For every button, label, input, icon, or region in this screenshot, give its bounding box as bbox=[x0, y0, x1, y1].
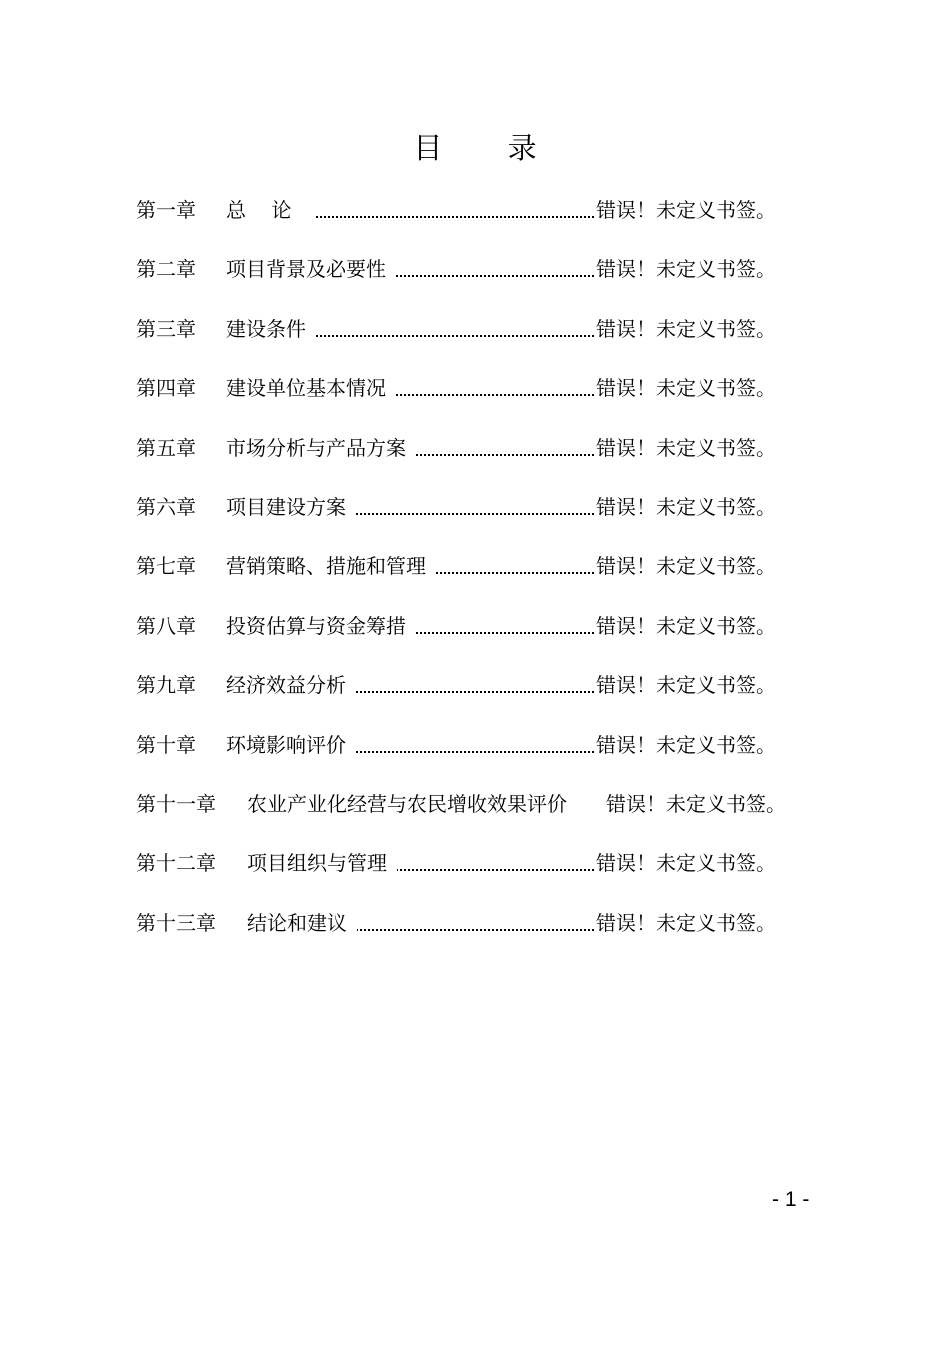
dot-leader bbox=[316, 216, 594, 218]
chapter-number: 第十三章 bbox=[136, 910, 216, 935]
toc-entry[interactable] bbox=[136, 311, 816, 370]
toc-entry[interactable] bbox=[136, 548, 816, 607]
toc-entry[interactable] bbox=[136, 370, 816, 429]
chapter-number: 第九章 bbox=[136, 673, 196, 698]
toc-entry[interactable] bbox=[136, 786, 816, 845]
chapter-title: 农业产业化经营与农民增收效果评价 bbox=[247, 786, 577, 822]
toc-entry[interactable] bbox=[136, 430, 816, 489]
chapter-number: 第六章 bbox=[136, 494, 196, 519]
dot-leader bbox=[316, 929, 594, 931]
chapter-title: 建设单位基本情况 bbox=[226, 370, 396, 406]
page-title: 目 录 bbox=[413, 131, 565, 165]
page-reference: 错误！未定义书签。 bbox=[596, 727, 776, 763]
page-reference: 错误！未定义书签。 bbox=[596, 845, 776, 881]
toc-entry[interactable] bbox=[136, 727, 816, 786]
chapter-number: 第五章 bbox=[136, 435, 196, 460]
chapter-title: 营销策略、措施和管理 bbox=[226, 548, 436, 584]
toc-entry[interactable] bbox=[136, 251, 816, 310]
toc-entry[interactable] bbox=[136, 845, 816, 904]
toc-entry[interactable] bbox=[136, 905, 816, 964]
page-reference: 错误！未定义书签。 bbox=[606, 786, 786, 822]
chapter-number: 第一章 bbox=[136, 198, 196, 222]
chapter-number: 第十章 bbox=[136, 732, 196, 757]
chapter-number: 第三章 bbox=[136, 316, 196, 341]
page-reference: 错误！未定义书签。 bbox=[596, 608, 776, 644]
chapter-title: 环境影响评价 bbox=[226, 727, 356, 763]
page-reference: 错误！未定义书签。 bbox=[596, 430, 776, 466]
chapter-title: 结论和建议 bbox=[247, 905, 357, 941]
page-number: - 1 - bbox=[772, 1188, 810, 1211]
page-reference: 错误！未定义书签。 bbox=[596, 311, 776, 347]
chapter-number: 第十二章 bbox=[136, 851, 216, 876]
chapter-title: 投资估算与资金筹措 bbox=[226, 608, 416, 644]
toc-entry[interactable] bbox=[136, 608, 816, 667]
chapter-title: 总 论 bbox=[226, 192, 301, 228]
chapter-title: 项目背景及必要性 bbox=[226, 251, 396, 287]
chapter-number: 第八章 bbox=[136, 613, 196, 638]
dot-leader bbox=[316, 513, 594, 515]
page-reference: 错误！未定义书签。 bbox=[596, 905, 776, 941]
toc-entry[interactable] bbox=[136, 489, 816, 548]
page-reference: 错误！未定义书签。 bbox=[596, 548, 776, 584]
chapter-title: 项目建设方案 bbox=[226, 489, 356, 525]
page-reference: 错误！未定义书签。 bbox=[596, 667, 776, 703]
page-reference: 错误！未定义书签。 bbox=[596, 489, 776, 525]
dot-leader bbox=[316, 691, 594, 693]
chapter-number: 第七章 bbox=[136, 554, 196, 579]
chapter-title: 建设条件 bbox=[226, 311, 316, 347]
chapter-title: 项目组织与管理 bbox=[247, 845, 397, 881]
dot-leader bbox=[316, 751, 594, 753]
page-reference: 错误！未定义书签。 bbox=[596, 370, 776, 406]
page-reference: 错误！未定义书签。 bbox=[596, 251, 776, 287]
toc-entry[interactable] bbox=[136, 192, 816, 251]
dot-leader bbox=[316, 335, 594, 337]
chapter-title: 经济效益分析 bbox=[226, 667, 356, 703]
table-of-contents bbox=[136, 192, 816, 964]
page-reference: 错误！未定义书签。 bbox=[596, 192, 776, 228]
toc-entry[interactable] bbox=[136, 667, 816, 726]
chapter-title: 市场分析与产品方案 bbox=[226, 430, 416, 466]
chapter-number: 第四章 bbox=[136, 376, 196, 401]
chapter-number: 第二章 bbox=[136, 257, 196, 282]
chapter-number: 第十一章 bbox=[136, 791, 216, 816]
